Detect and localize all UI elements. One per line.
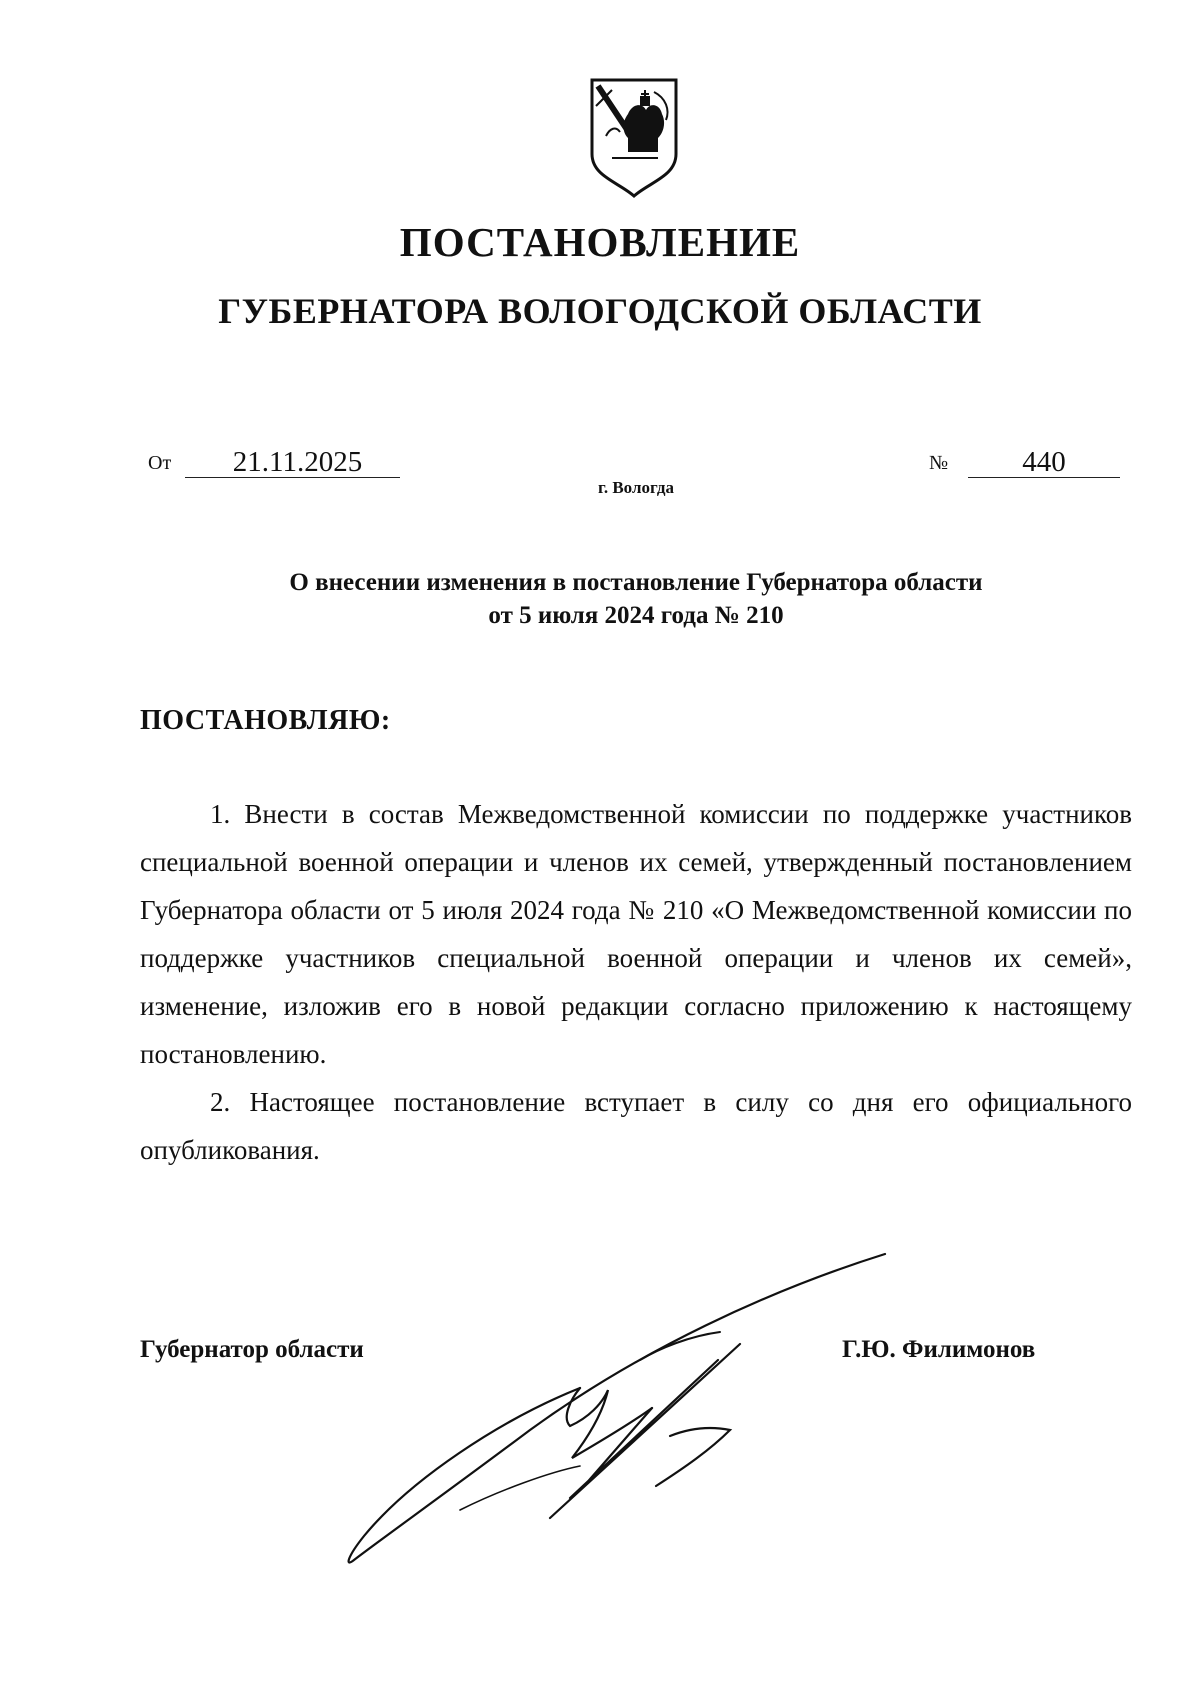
signature-image (340, 1240, 900, 1570)
document-date: 21.11.2025 (185, 447, 400, 478)
subject-line-2: от 5 июля 2024 года № 210 (488, 602, 784, 629)
number-label: № (929, 452, 949, 474)
document-subtitle: ГУБЕРНАТОРА ВОЛОГОДСКОЙ ОБЛАСТИ (218, 291, 982, 331)
date-label: От (148, 452, 172, 474)
city-line: г. Вологда (598, 478, 674, 497)
resolve-heading: ПОСТАНОВЛЯЮ: (140, 705, 391, 736)
document-subject (0, 566, 1200, 632)
paragraph-1: 1. Внести в состав Межведомственной комиссии по поддержке участников специальной военной операции и членов их семей, утвержденный постановлением Губернатора области от 5 июля 2024 года № 210 «О Межведомственной комиссии по поддержке участников специальной военной операции и членов их семей», изменение, изложив его в новой редакции согласно приложению к настоящему постановлению. (140, 799, 1132, 1069)
subject-line-1: О внесении изменения в постановление Губернатора области (289, 569, 983, 596)
signer-role: Губернатор области (140, 1336, 364, 1363)
signer-name: Г.Ю. Филимонов (842, 1336, 1036, 1363)
coat-of-arms-icon (588, 76, 680, 198)
document-number: 440 (968, 447, 1120, 478)
document-body (140, 790, 1132, 1174)
paragraph-2: 2. Настоящее постановление вступает в силу со дня его официального опубликования. (140, 1087, 1132, 1165)
document-title: ПОСТАНОВЛЕНИЕ (399, 219, 801, 265)
